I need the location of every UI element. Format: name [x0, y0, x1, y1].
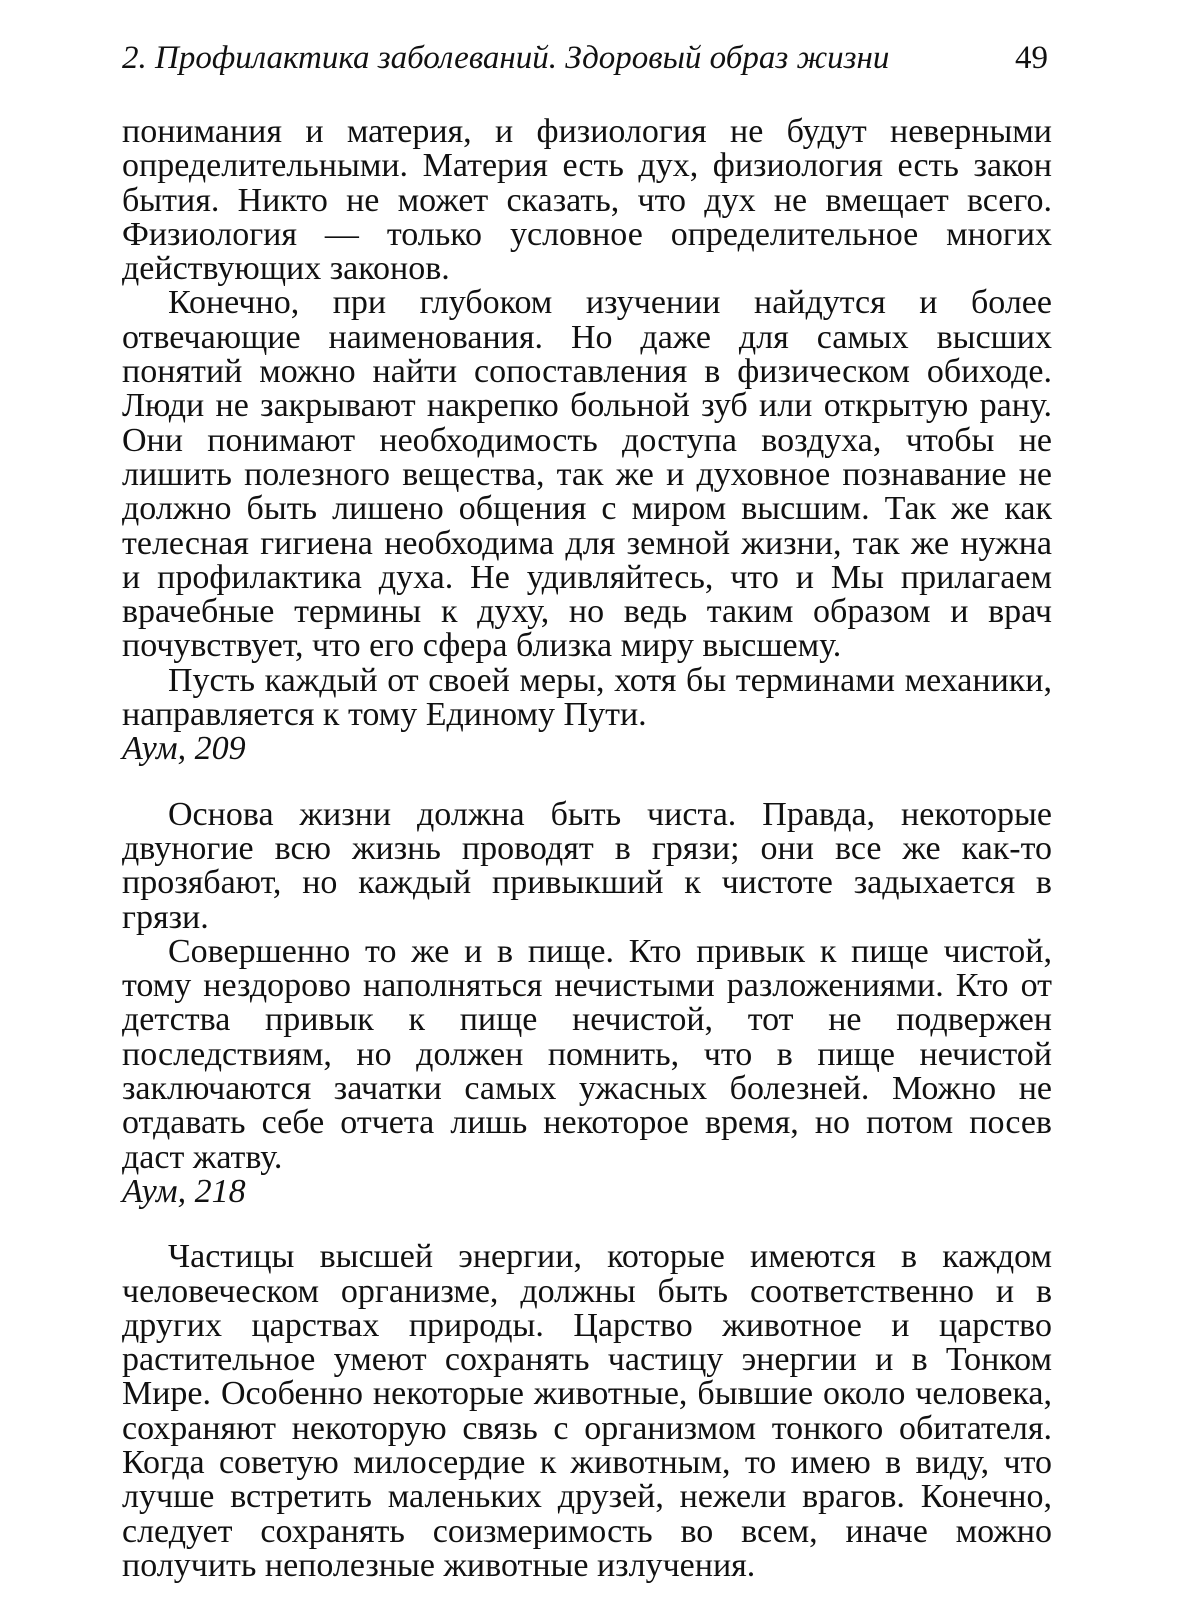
- running-header: [122, 26, 1052, 90]
- paragraph: понимания и материя, и физиология не будут неверными определительными. Материя есть дух, физиология есть закон бытия. Никто не может сказать, что дух не вмещает всего. Физиология — только условное определительное многих действующих законов.: [122, 113, 1052, 288]
- entry-separator: [122, 1209, 1052, 1240]
- book-page: [122, 26, 1052, 1583]
- chapter-title: 2. Профилактика заболеваний. Здоровый образ жизни: [122, 40, 890, 76]
- entry-particles: [122, 1240, 1052, 1583]
- entry-aum-209: [122, 115, 1052, 767]
- paragraph: Пусть каждый от своей меры, хотя бы терминами механики, направляется к тому Единому Пути.: [122, 661, 1052, 734]
- paragraph: Основа жизни должна быть чиста. Правда, некоторые двуногие всю жизнь проводят в грязи; они все же как-то прозябают, но каждый привыкший к чистоте задыхается в грязи.: [122, 795, 1052, 936]
- body-text: [122, 115, 1052, 1583]
- page-number: 49: [1015, 40, 1048, 76]
- paragraph: Совершенно то же и в пище. Кто привык к пище чистой, тому нездорово наполняться нечистыми разложениями. Кто от детства привык к пище нечистой, тот не подвержен последствиям, но должен помнить, что в пище нечистой заключаются зачатки самых ужасных болезней. Можно не отдавать себе отчета лишь некоторое время, но потом посев даст жатву.: [122, 932, 1052, 1176]
- paragraph: Конечно, при глубоком изучении найдутся и более отвечающие наименования. Но даже для самых высших понятий можно найти сопоставления в физическом обиходе. Люди не закрывают накрепко больной зуб или открытую рану. Они понимают необходимость доступа воздуха, чтобы не лишить полезного вещества, так же и духовное познавание не должно быть лишено общения с миром высшим. Так же как телесная гигиена необходима для земной жизни, так же нужна и профилактика духа. Не удивляйтесь, что и Мы прилагаем врачебные термины к духу, но ведь таким образом и врач почувствует, что его сфера близка миру высшему.: [122, 284, 1052, 665]
- source-citation: Аум, 218: [122, 1172, 246, 1210]
- source-citation: Аум, 209: [122, 730, 246, 768]
- entry-aum-218: [122, 795, 1052, 1210]
- paragraph: Частицы высшей энергии, которые имеются в каждом человеческом организме, должны быть соответственно и в других царствах природы. Царство животное и царство растительное умеют сохранять частицу энергии и в Тонком Мире. Особенно некоторые животные, бывшие около человека, сохраняют некоторую связь с организмом тонкого обитателя. Когда советую милосердие к животным, то имею в виду, что лучше встретить маленьких друзей, нежели врагов. Конечно, следует сохранять соизмеримость во всем, иначе можно получить неполезные животные излучения.: [122, 1238, 1052, 1584]
- entry-separator: [122, 767, 1052, 798]
